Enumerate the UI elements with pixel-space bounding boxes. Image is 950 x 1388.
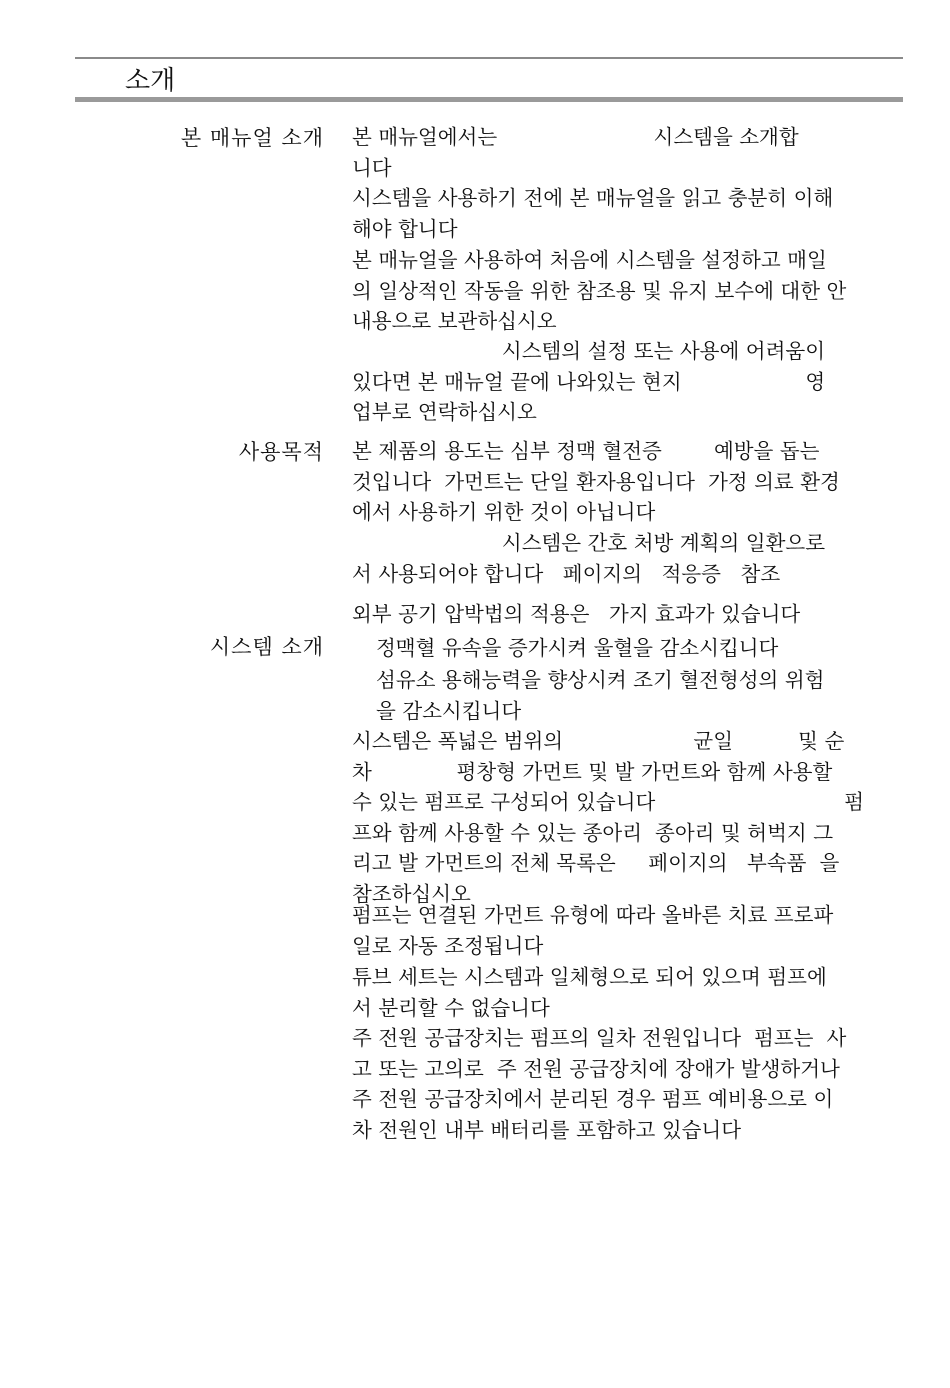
- system-paragraph-2: 펌프는 연결된 가먼트 유형에 따라 올바른 치료 프로파 일로 자동 조정됩니다: [352, 903, 834, 958]
- section-label-purpose: 사용목적: [238, 440, 324, 464]
- system-intro: 외부 공기 압박법의 적용은 가지 효과가 있습니다: [352, 602, 801, 626]
- section-label-manual: 본 매뉴얼 소개: [180, 126, 324, 150]
- manual-paragraph-4: 시스템의 설정 또는 사용에 어려움이 있다면 본 매뉴얼 끝에 나와있는 현지 영 업부로 연락하십시오: [352, 339, 826, 424]
- header-bottom-rule: [75, 97, 903, 102]
- manual-paragraph-2: 시스템을 사용하기 전에 본 매뉴얼을 읽고 충분히 이해 해야 합니다: [352, 186, 834, 241]
- manual-paragraph-1: 본 매뉴얼에서는 시스템을 소개합 니다: [352, 125, 799, 180]
- section-label-system: 시스템 소개: [209, 635, 324, 659]
- header-top-rule: [75, 57, 903, 59]
- system-bullet-1: 정맥혈 유속을 증가시켜 울혈을 감소시킵니다: [376, 636, 779, 660]
- system-bullet-2: 섬유소 용해능력을 향상시켜 조기 혈전형성의 위험 을 감소시킵니다: [376, 668, 825, 723]
- system-paragraph-4: 주 전원 공급장치는 펌프의 일차 전원입니다 펌프는 사 고 또는 고의로 주 전원 공급장치에 장애가 발생하거나 주 전원 공급장치에서 분리된 경우 펌프 예비용으로 이 차 전원인 내부 배터리를 포함하고 있습니다: [352, 1026, 847, 1142]
- purpose-paragraph-2: 시스템은 간호 처방 계획의 일환으로 서 사용되어야 합니다 페이지의 적응증 참조: [352, 531, 826, 586]
- system-paragraph-1: 시스템은 폭넓은 범위의 균일 및 순 차 평창형 가먼트 및 발 가먼트와 함께 사용할 수 있는 펌프로 구성되어 있습니다 펌 프와 함께 사용할 수 있는 종아리 종아리 및 허벅지 그 리고 발 가먼트의 전체 목록은 페이지의 부속품 을 참조하십시오: [352, 729, 865, 906]
- page-title: 소개: [125, 66, 176, 96]
- manual-paragraph-3: 본 매뉴얼을 사용하여 처음에 시스템을 설정하고 매일 의 일상적인 작동을 위한 참조용 및 유지 보수에 대한 안 내용으로 보관하십시오: [352, 248, 847, 333]
- purpose-paragraph-1: 본 제품의 용도는 심부 정맥 혈전증 예방을 돕는 것입니다 가먼트는 단일 환자용입니다 가정 의료 환경 에서 사용하기 위한 것이 아닙니다: [352, 439, 840, 524]
- system-paragraph-3: 튜브 세트는 시스템과 일체형으로 되어 있으며 펌프에 서 분리할 수 없습니다: [352, 965, 827, 1020]
